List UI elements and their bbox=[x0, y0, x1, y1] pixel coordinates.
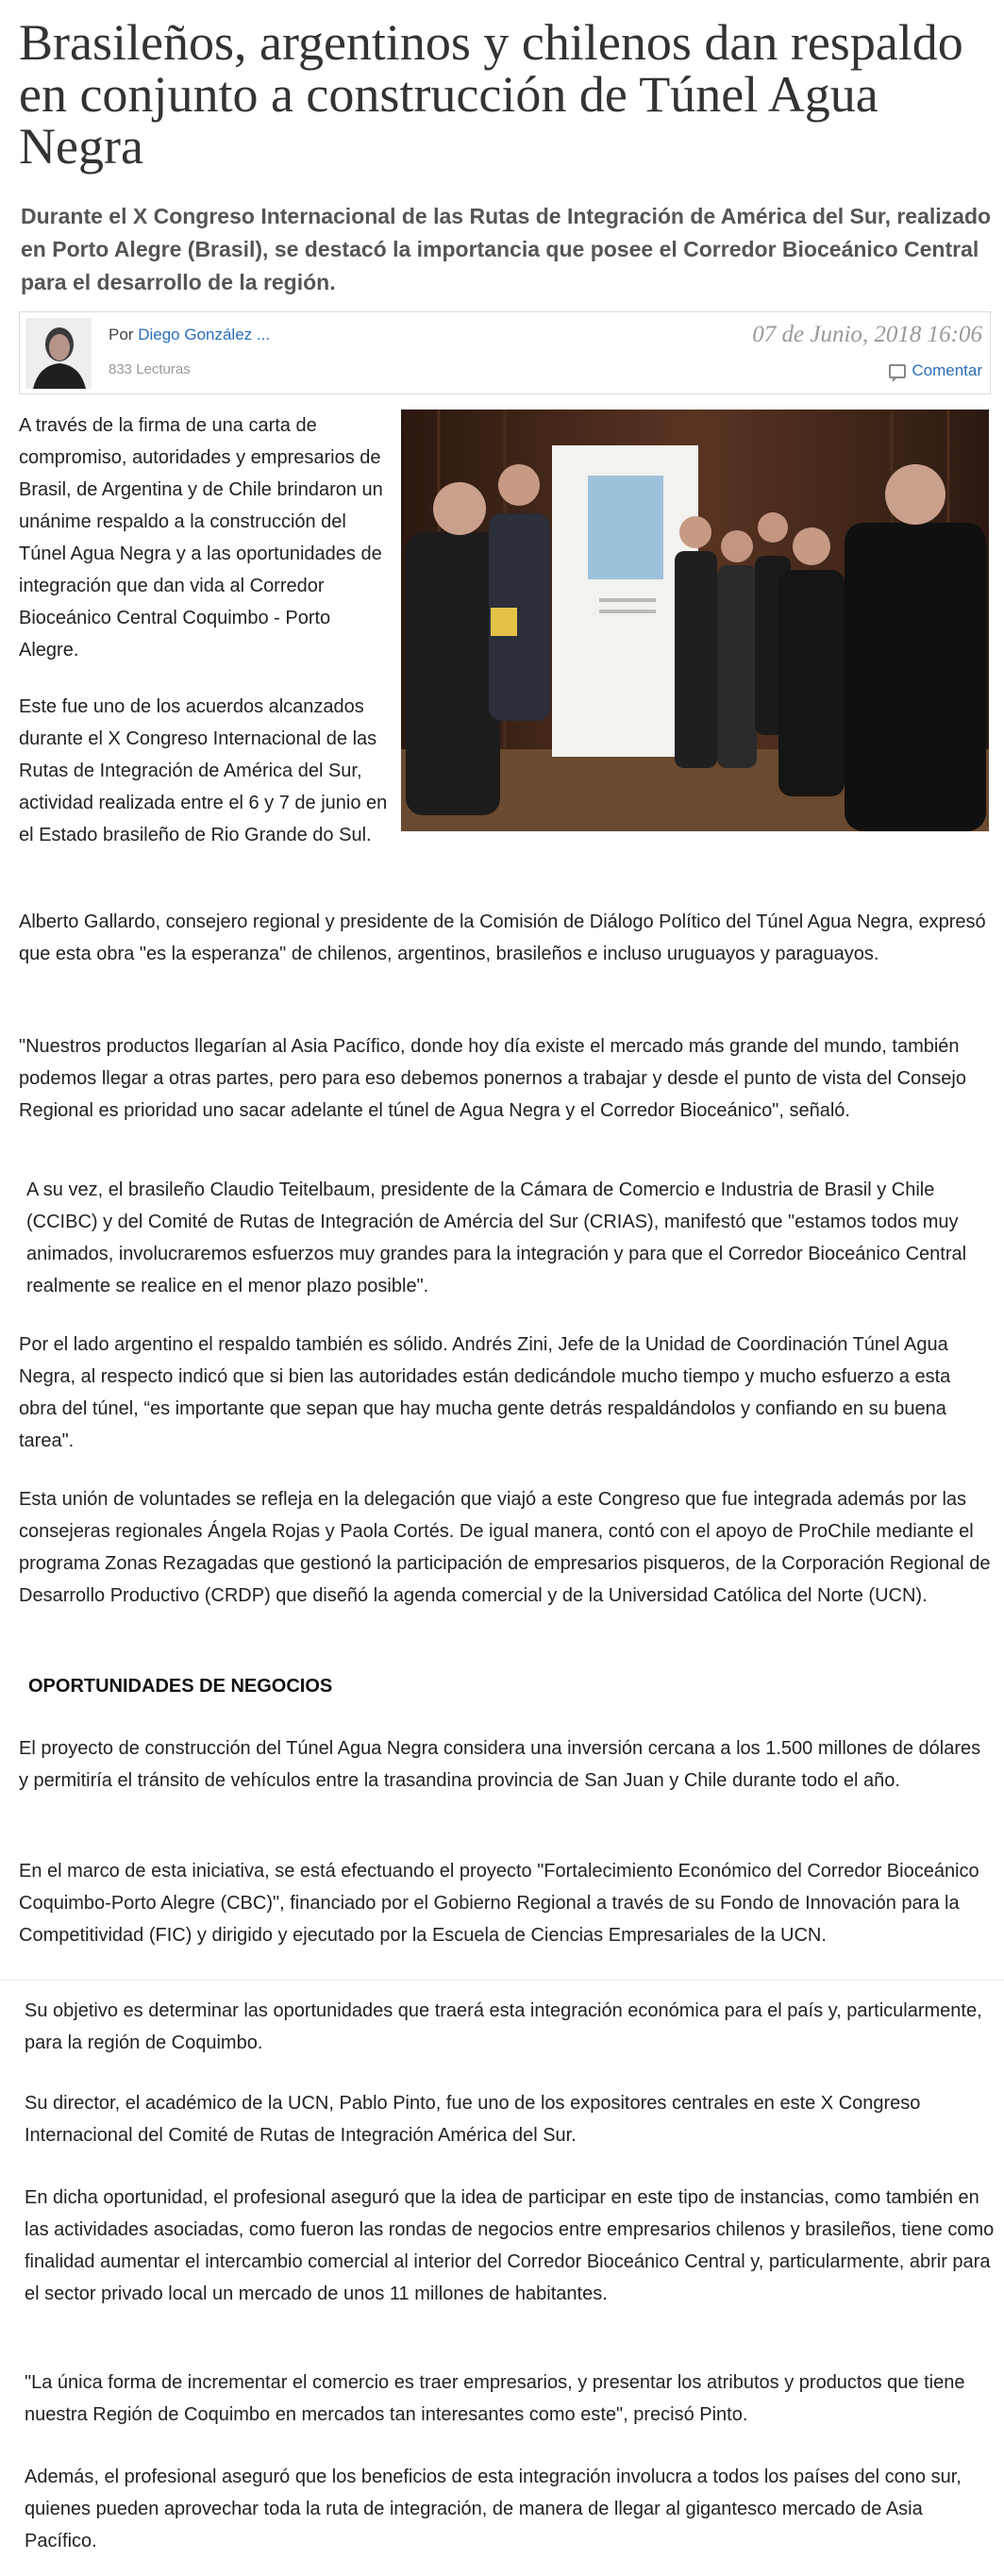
paragraph-8: El proyecto de construcción del Túnel Agua Negra considera una inversión cercana a los 1.500 millones de dólares y permitiría el tránsito de vehículos entre la trasandina provincia de San Juan y Chile durante todo el año. bbox=[19, 1738, 981, 1791]
section-divider bbox=[0, 1980, 1004, 1981]
author-link[interactable]: Diego González ... bbox=[138, 326, 271, 343]
publish-date: 07 de Junio, 2018 16:06 bbox=[752, 322, 982, 347]
author-avatar[interactable] bbox=[25, 318, 92, 389]
paragraph-12: En dicha oportunidad, el profesional aseguró que la idea de participar en este tipo de instancias, como también en las actividades asociadas, como fueron las rondas de negocios entre empresarios chilenos y brasileños, tiene como finalidad aumentar el intercambio comercial al interior del Corredor Bioceánico Central y, particularmente, abrir para el sector privado local un mercado de unos 11 millones de habitantes. bbox=[25, 2187, 995, 2304]
paragraph-3: Alberto Gallardo, consejero regional y presidente de la Comisión de Diálogo Político del Túnel Agua Negra, expresó que esta obra "es la esperanza" de chilenos, argentinos, brasileños e incluso uruguayos y paraguayos. bbox=[19, 912, 986, 964]
comment-icon bbox=[889, 364, 906, 378]
paragraph-2 bbox=[19, 691, 991, 851]
article-title: Brasileños, argentinos y chilenos dan respaldo en conjunto a construcción de Túnel Agua Negra bbox=[19, 14, 963, 175]
paragraph-6: Por el lado argentino el respaldo también es sólido. Andrés Zini, Jefe de la Unidad de Coordinación Túnel Agua Negra, al respecto indicó que si bien las autoridades están dedicándole mucho tiempo y mucho esfuerzo a esta obra del túnel, “es importante que sepan que hay mucha gente detrás respaldándolos y confiando en su buena tarea". bbox=[19, 1334, 951, 1451]
paragraph-10: Su objetivo es determinar las oportunidades que traerá esta integración económica para el país y, particularmente, para la región de Coquimbo. bbox=[25, 2000, 982, 2053]
section-heading: OPORTUNIDADES DE NEGOCIOS bbox=[28, 1676, 333, 1697]
paragraph-5: A su vez, el brasileño Claudio Teitelbaum, presidente de la Cámara de Comercio e Industria de Brasil y Chile (CCIBC) y del Comité de Rutas de Integración de Amércia del Sur (CRIAS), manifestó que "estamos todos muy animados, involucraremos esfuerzos muy grandes para la integración y para que el Corredor Bioceánico Central realmente se realice en el menor plazo posible". bbox=[26, 1179, 967, 1296]
paragraph-7: Esta unión de voluntades se refleja en la delegación que viajó a este Congreso que fue integrada además por las consejeras regionales Ángela Rojas y Paola Cortés. De igual manera, contó con el apoyo de ProChile mediante el programa Zonas Rezagadas que gestionó la participación de empresarios pisqueros, de la Corporación Regional de Desarrollo Productivo (CRDP) que diseñó la agenda comercial y de la Universidad Católica del Norte (UCN). bbox=[19, 1489, 991, 1606]
by-label: Por bbox=[109, 326, 134, 343]
comment-button[interactable] bbox=[889, 361, 982, 380]
paragraph-1: A través de la firma de una carta de compromiso, autoridades y empresarios de Brasil, de Argentina y de Chile brindaron un unánime respaldo a la construcción del Túnel Agua Negra y a las oportunidades de integración que dan vida al Corredor Bioceánico Central Coquimbo - Porto Alegre. bbox=[19, 415, 383, 661]
author-line bbox=[109, 326, 270, 344]
article-lead: Durante el X Congreso Internacional de las Rutas de Integración de América del Sur, realizado en Porto Alegre (Brasil), se destacó la importancia que posee el Corredor Bioceánico Central para el desarrollo de la región. bbox=[21, 204, 992, 294]
paragraph-4: "Nuestros productos llegarían al Asia Pacífico, donde hoy día existe el mercado más grande del mundo, también podemos llegar a otras partes, pero para eso debemos ponernos a trabajar y desde el punto de vista del Consejo Regional es prioridad uno sacar adelante el túnel de Agua Negra y el Corredor Bioceánico", señaló. bbox=[19, 1036, 966, 1121]
paragraph-9: En el marco de esta iniciativa, se está efectuando el proyecto "Fortalecimiento Económico del Corredor Bioceánico Coquimbo-Porto Alegre (CBC)", financiado por el Gobierno Regional a través de su Fondo de Innovación para la Competitividad (FIC) y dirigido y ejecutado por la Escuela de Ciencias Empresariales de la UCN. bbox=[19, 1861, 979, 1946]
paragraph-14: Además, el profesional aseguró que los beneficios de esta integración involucra a todos los países del cono sur, quienes pueden aprovechar toda la ruta de integración, de manera de llegar al gigantesco mercado de Asia Pacífico. bbox=[25, 2467, 962, 2551]
article-meta-box bbox=[19, 311, 991, 394]
reads-count: 833 Lecturas bbox=[109, 361, 191, 377]
paragraph-2-text: Este fue uno de los acuerdos alcanzados durante el X Congreso Internacional de las Rutas de Integración de América del Sur, actividad realizada entre el 6 y 7 de junio en el Estado brasileño de Rio Grande do Sul. bbox=[19, 696, 388, 845]
comment-label: Comentar bbox=[912, 361, 982, 379]
paragraph-11: Su director, el académico de la UCN, Pablo Pinto, fue uno de los expositores centrales en este X Congreso Internacional del Comité de Rutas de Integración América del Sur. bbox=[25, 2093, 921, 2146]
paragraph-13: "La única forma de incrementar el comercio es traer empresarios, y presentar los atributos y productos que tiene nuestra Región de Coquimbo en mercados tan interesantes como este", precisó Pinto. bbox=[25, 2372, 965, 2425]
